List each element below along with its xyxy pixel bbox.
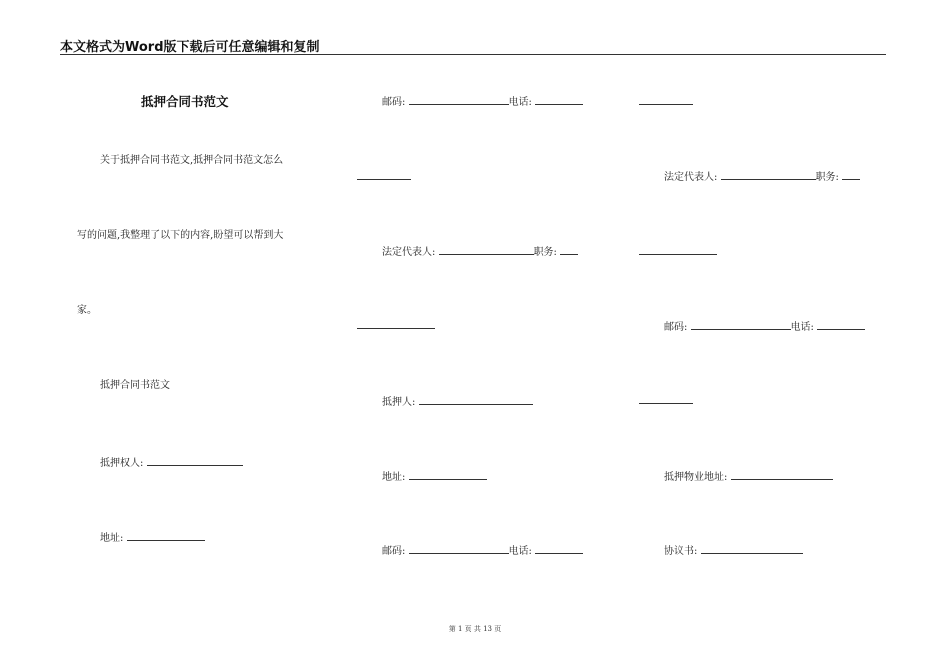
legal-rep-field-2 <box>664 169 860 184</box>
agreement-label: 协议书: <box>664 546 698 557</box>
address-blank-2 <box>409 469 487 480</box>
phone-blank-1 <box>535 94 583 105</box>
agreement-field <box>664 543 803 558</box>
mortgagee-field <box>100 455 243 470</box>
legal-rep-label-2: 法定代表人: <box>664 172 718 183</box>
postcode-phone-1 <box>382 94 583 109</box>
blank-line <box>639 254 717 255</box>
address-field-1 <box>100 530 205 545</box>
postcode-phone-3 <box>664 319 865 334</box>
phone-label-3: 电话: <box>790 322 814 333</box>
address-label-2: 地址: <box>382 472 406 483</box>
property-address-field <box>664 469 833 484</box>
postcode-blank-1 <box>409 94 509 105</box>
mortgagee-label: 抵押权人: <box>100 458 144 469</box>
intro-line-1: 关于抵押合同书范文,抵押合同书范文怎么 <box>100 155 284 166</box>
mortgagor-blank <box>419 394 533 405</box>
postcode-label-1: 邮码: <box>382 97 406 108</box>
agreement-blank <box>701 543 803 554</box>
intro-line-2: 写的问题,我整理了以下的内容,盼望可以帮到大 <box>77 230 284 241</box>
position-label-2: 职务: <box>815 172 839 183</box>
blank-line <box>357 328 435 329</box>
phone-blank-3 <box>817 319 865 330</box>
header-text: 本文格式为Word版下载后可任意编辑和复制 <box>60 40 320 55</box>
intro-line-3: 家。 <box>77 305 97 316</box>
mortgagor-label: 抵押人: <box>382 397 416 408</box>
postcode-label-3: 邮码: <box>664 322 688 333</box>
position-blank-2 <box>842 169 860 180</box>
postcode-blank-2 <box>409 543 509 554</box>
section-title: 抵押合同书范文 <box>100 380 170 391</box>
blank-line <box>639 403 693 404</box>
blank-line <box>639 104 693 105</box>
page-footer: 第 1 页 共 13 页 <box>448 625 502 633</box>
phone-blank-2 <box>535 543 583 554</box>
page-header <box>60 34 886 55</box>
legal-rep-blank-2 <box>721 169 816 180</box>
legal-rep-field-1 <box>382 244 578 259</box>
legal-rep-blank-1 <box>439 244 534 255</box>
legal-rep-label-1: 法定代表人: <box>382 247 436 258</box>
doc-title: 抵押合同书范文 <box>141 94 229 109</box>
phone-label-2: 电话: <box>508 546 532 557</box>
phone-label-1: 电话: <box>508 97 532 108</box>
address-field-2 <box>382 469 487 484</box>
address-blank-1 <box>127 530 205 541</box>
property-address-blank <box>731 469 833 480</box>
address-label-1: 地址: <box>100 533 124 544</box>
blank-line <box>357 179 411 180</box>
postcode-label-2: 邮码: <box>382 546 406 557</box>
mortgagee-blank <box>147 455 243 466</box>
position-label-1: 职务: <box>533 247 557 258</box>
postcode-phone-2 <box>382 543 583 558</box>
property-address-label: 抵押物业地址: <box>664 472 728 483</box>
mortgagor-field <box>382 394 533 409</box>
position-blank-1 <box>560 244 578 255</box>
postcode-blank-3 <box>691 319 791 330</box>
